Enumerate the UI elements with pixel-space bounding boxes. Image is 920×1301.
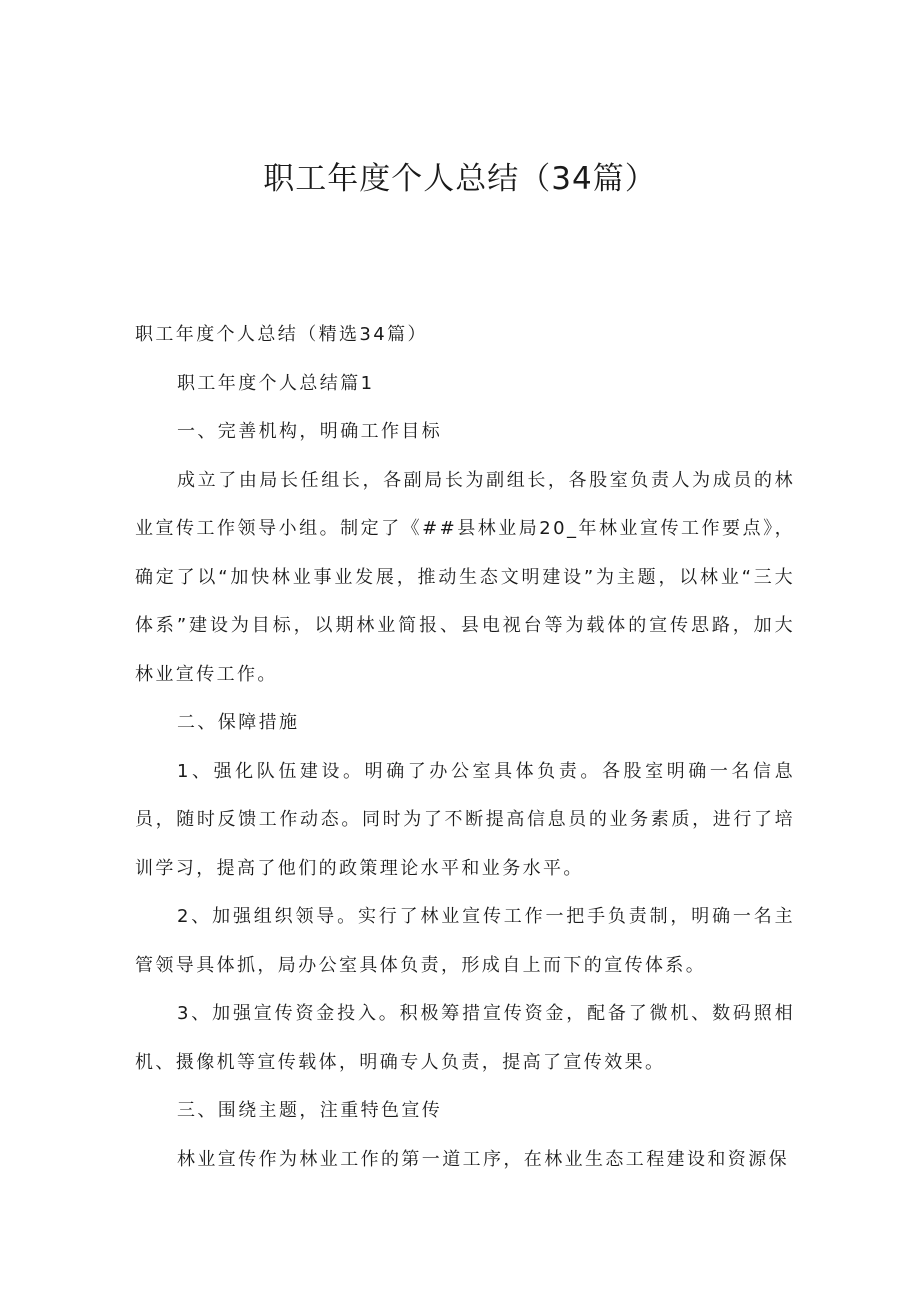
document-title: 职工年度个人总结（34篇） [263, 161, 657, 197]
section-heading: 二、保障措施 [177, 712, 300, 733]
section-heading: 职工年度个人总结篇1 [177, 372, 375, 394]
section-heading: 一、完善机构，明确工作目标 [177, 421, 443, 442]
section-heading: 三、围绕主题，注重特色宣传 [177, 1100, 443, 1121]
body-paragraph: 林业宣传作为林业工作的第一道工序，在林业生态工程建设和资源保 [177, 1148, 789, 1170]
subtitle-paragraph: 职工年度个人总结（精选34篇） [135, 324, 428, 345]
body-paragraph: 成立了由局长任组长，各副局长为副组长，各股室负责人为成员的林业宣传工作领导小组。制定了《##县林业局20_年林业宣传工作要点》，确定了以“加快林业事业发展，推动生态文明建设”为主题，以林业“三大体系”建设为目标，以期林业简报、县电视台等为载体的宣传思路，加大林业宣传工作。 [135, 469, 795, 685]
body-paragraph: 1、强化队伍建设。明确了办公室具体负责。各股室明确一名信息员，随时反馈工作动态。同时为了不断提高信息员的业务素质，进行了培训学习，提高了他们的政策理论水平和业务水平。 [135, 760, 795, 879]
document-body [135, 311, 795, 1184]
body-paragraph: 2、加强组织领导。实行了林业宣传工作一把手负责制，明确一名主管领导具体抓，局办公室具体负责，形成自上而下的宣传体系。 [135, 906, 795, 976]
body-paragraph: 3、加强宣传资金投入。积极筹措宣传资金，配备了微机、数码照相机、摄像机等宣传载体，明确专人负责，提高了宣传效果。 [135, 1003, 795, 1073]
